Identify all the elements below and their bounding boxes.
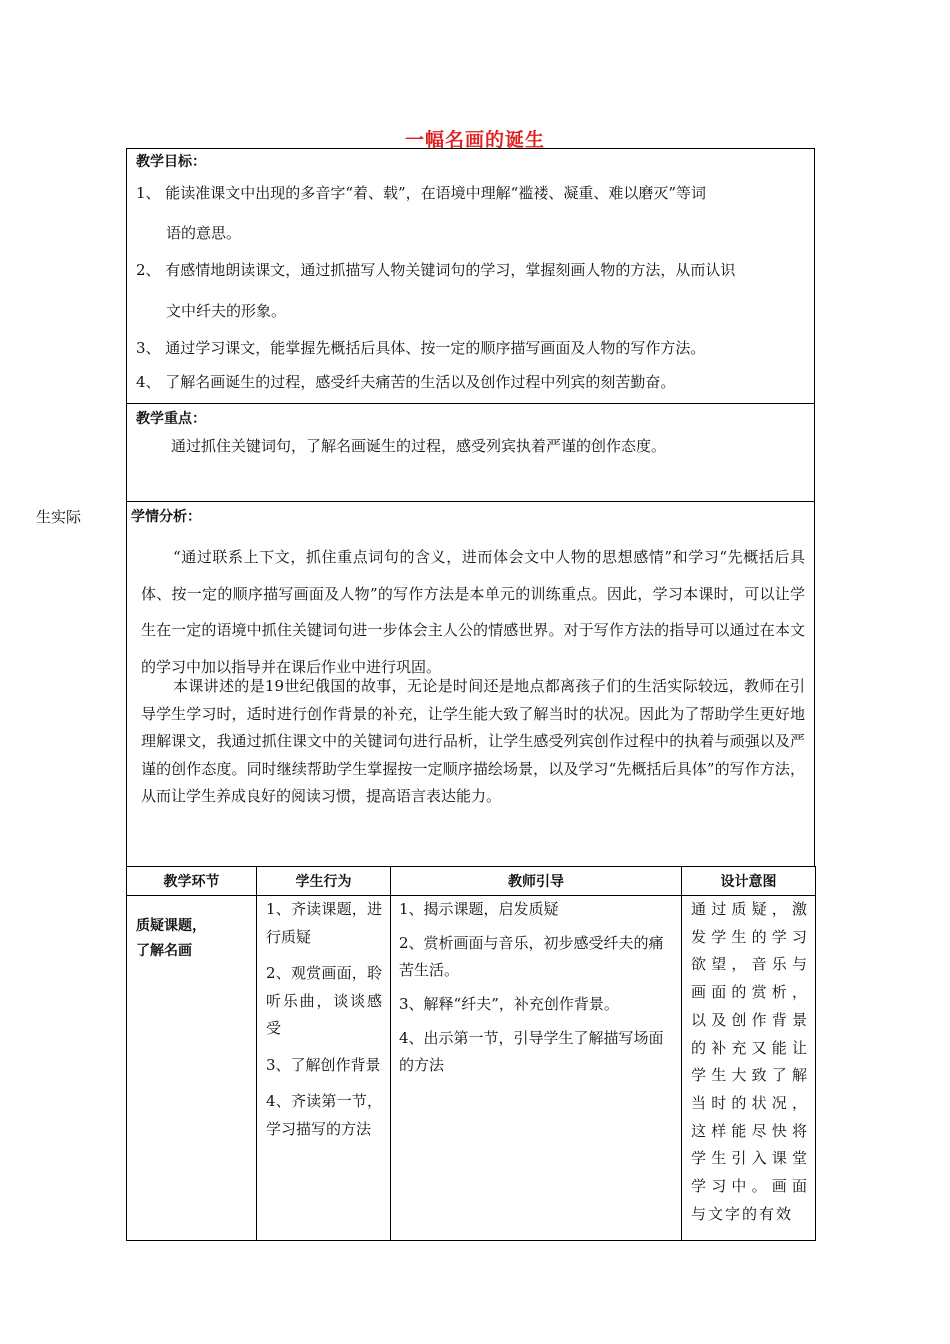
- analysis-section: [126, 501, 815, 867]
- teacher-item-4: 4、出示第一节，引导学生了解描写场面的方法: [399, 1029, 664, 1074]
- analysis-paragraph-2: 本课讲述的是19世纪俄国的故事，无论是时间还是地点都离孩子们的生活实际较远，教师在引导学生学习时，适时进行创作背景的补充，让学生能大致了解当时的状况。因此为了帮助学生更好地理解课文，我通过抓住课文中的关键词句进行品析，让学生感受列宾创作过程中的执着与顽强以及严谨的创作态度。同时继续帮助学生掌握按一定顺序描绘场景，以及学习“先概括后具体”的写作方法，从而让学生养成良好的阅读习惯，提高语言表达能力。: [141, 677, 805, 805]
- teacher-item-2: 2、赏析画面与音乐，初步感受纤夫的痛苦生活。: [399, 934, 664, 979]
- objectives-section: [126, 148, 815, 404]
- objective-2-cont: 文中纤夫的形象。: [166, 302, 287, 320]
- lesson-plan-table: [126, 866, 816, 1241]
- analysis-paragraph-1: “通过联系上下文，抓住重点词句的含义，进而体会文中人物的思想感情”和学习“先概括后具体、按一定的顺序描写画面及人物”的写作方法是本单元的训练重点。因此，学习本课时，可以让学生在一定的语境中抓住关键词句进一步体会主人公的情感世界。对于写作方法的指导可以通过在本文的学习中加以指导并在课后作业中进行巩固。: [141, 548, 805, 676]
- teacher-item-3: 3、解释“纤夫”，补充创作背景。: [399, 995, 619, 1013]
- teacher-cell: [391, 896, 682, 1241]
- key-points-text: 通过抓住关键词句，了解名画诞生的过程，感受列宾执着严谨的创作态度。: [171, 437, 667, 455]
- key-points-section: [126, 404, 815, 502]
- student-cell: [257, 896, 391, 1241]
- header-intent: 设计意图: [682, 867, 816, 896]
- objective-4: 4、 了解名画诞生的过程，感受纤夫痛苦的生活以及创作过程中列宾的刻苦勤奋。: [136, 373, 676, 391]
- intent-cell: [682, 896, 816, 1241]
- student-item-3: 3、了解创作背景: [266, 1055, 381, 1074]
- header-stage: 教学环节: [127, 867, 257, 896]
- student-item-1: 1、齐读课题，进行质疑: [266, 900, 382, 946]
- objective-1-cont: 语的意思。: [166, 224, 242, 242]
- objective-1: 1、 能读准课文中出现的多音字“着、载”，在语境中理解“褴褛、凝重、难以磨灭”等词: [136, 184, 706, 202]
- student-item-2: 2、观赏画面，聆听乐曲，谈谈感受: [266, 964, 382, 1037]
- header-teacher: 教师引导: [391, 867, 682, 896]
- student-item-4: 4、齐读第一节，学习描写的方法: [266, 1092, 382, 1138]
- document-title: 一幅名画的诞生: [404, 129, 545, 151]
- stage-line-1: 质疑课题，: [136, 918, 206, 934]
- stage-line-2: 了解名画: [136, 943, 192, 959]
- table-row: [127, 896, 816, 1241]
- objectives-heading: 教学目标：: [136, 154, 206, 170]
- stray-text: 生实际: [36, 508, 82, 526]
- objective-3: 3、 通过学习课文，能掌握先概括后具体、按一定的顺序描写画面及人物的写作方法。: [136, 339, 706, 357]
- teacher-item-1: 1、揭示课题，启发质疑: [399, 900, 559, 918]
- header-student: 学生行为: [257, 867, 391, 896]
- key-points-heading: 教学重点：: [136, 411, 206, 427]
- objective-2: 2、 有感情地朗读课文，通过抓描写人物关键词句的学习，掌握刻画人物的方法，从而认识: [136, 261, 736, 279]
- analysis-heading: 学情分析：: [131, 509, 201, 525]
- table-header-row: [127, 867, 816, 896]
- stage-cell: [127, 896, 257, 1241]
- intent-text: 通过质疑，激发学生的学习欲望，音乐与画面的赏析，以及创作背景的补充又能让学生大致了解当时的状况，这样能尽快将学生引入课堂学习中。画面与文字的有效: [691, 900, 809, 1222]
